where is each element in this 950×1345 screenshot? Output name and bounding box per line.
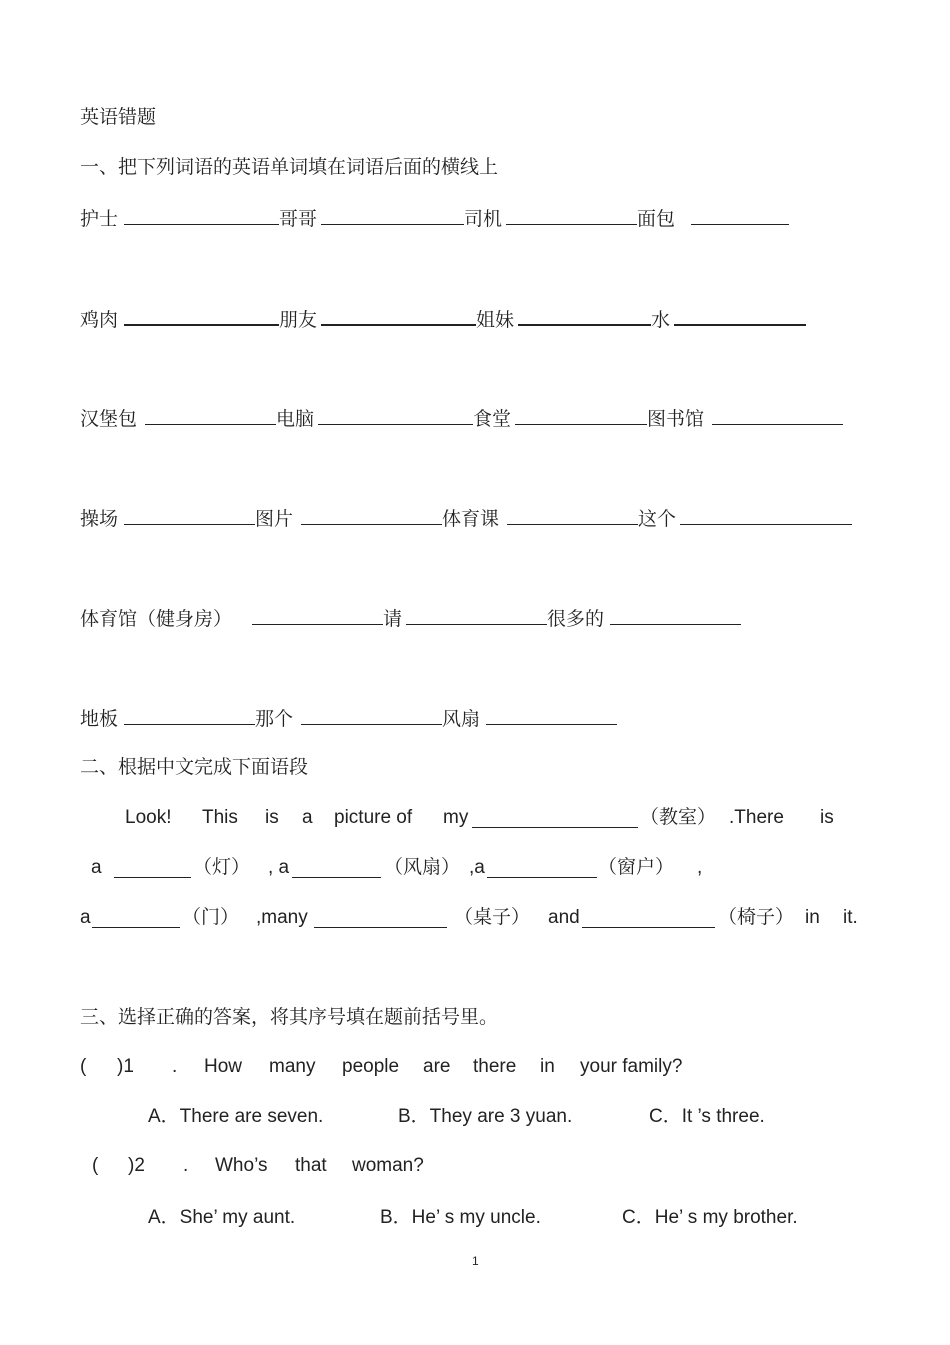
answer-blank[interactable]	[114, 857, 191, 878]
question-word: many	[269, 1056, 316, 1077]
answer-paren-open: (	[92, 1155, 99, 1176]
passage-word: ,	[697, 857, 703, 878]
vocab-word: 食堂	[473, 408, 512, 430]
answer-paren-open: (	[80, 1056, 87, 1077]
answer-blank[interactable]	[124, 504, 255, 525]
answer-blank[interactable]	[92, 907, 180, 928]
passage-hint: （椅子）	[718, 907, 795, 928]
answer-blank[interactable]	[472, 807, 638, 828]
answer-blank[interactable]	[507, 504, 638, 525]
vocab-word: 那个	[255, 708, 294, 730]
passage-word: , a	[268, 857, 290, 878]
passage-hint: （门）	[182, 907, 240, 928]
vocab-word: 图书馆	[647, 408, 705, 430]
vocab-row-4	[80, 504, 852, 532]
answer-blank[interactable]	[680, 504, 852, 525]
passage-word: picture of	[334, 807, 413, 828]
answer-blank[interactable]	[674, 304, 806, 326]
section1-heading: 一、把下列词语的英语单词填在词语后面的横线上	[80, 156, 499, 178]
vocab-word: 哥哥	[279, 208, 318, 230]
answer-blank[interactable]	[301, 704, 442, 725]
passage-hint: （教室）	[640, 807, 717, 828]
section3-heading: 三、选择正确的答案，将其序号填在题前括号里。	[80, 1006, 499, 1028]
vocab-word: 风扇	[442, 708, 481, 730]
vocab-word: 水	[651, 309, 671, 331]
passage-word: This	[202, 807, 238, 828]
passage-word: Look!	[125, 807, 172, 828]
question-word: that	[295, 1155, 327, 1176]
vocab-row-5	[80, 604, 741, 632]
question-word: in	[540, 1056, 555, 1077]
passage-word: ,many	[256, 907, 308, 928]
option-a[interactable]: A．She’ my aunt.	[148, 1207, 296, 1228]
passage-word: in	[805, 907, 820, 928]
passage-word: is	[820, 807, 834, 828]
vocab-word: 体育馆（健身房）	[80, 608, 233, 630]
vocab-word: 体育课	[442, 508, 500, 530]
answer-blank[interactable]	[318, 404, 473, 425]
question-number: )1	[117, 1056, 134, 1077]
vocab-word: 请	[383, 608, 403, 630]
passage-word: is	[265, 807, 279, 828]
section2-heading: 二、根据中文完成下面语段	[80, 756, 309, 778]
answer-blank[interactable]	[506, 204, 637, 225]
passage-hint: （桌子）	[454, 907, 531, 928]
answer-blank[interactable]	[406, 604, 547, 625]
answer-blank[interactable]	[321, 204, 464, 225]
answer-blank[interactable]	[610, 604, 741, 625]
vocab-word: 司机	[464, 208, 503, 230]
passage-word: my	[443, 807, 469, 828]
vocab-row-3	[80, 404, 843, 432]
question-word: woman?	[352, 1155, 424, 1176]
vocab-word: 图片	[255, 508, 294, 530]
answer-blank[interactable]	[314, 907, 447, 928]
page-title: 英语错题	[80, 106, 157, 128]
option-b[interactable]: B．They are 3 yuan.	[398, 1106, 573, 1127]
answer-blank[interactable]	[487, 857, 597, 878]
option-c[interactable]: C．He’ s my brother.	[622, 1207, 798, 1228]
vocab-word: 姐妹	[476, 309, 515, 331]
answer-blank[interactable]	[124, 304, 279, 326]
vocab-word: 朋友	[279, 309, 318, 331]
vocab-word: 鸡肉	[80, 309, 119, 331]
passage-word: it.	[843, 907, 858, 928]
answer-blank[interactable]	[486, 704, 617, 725]
vocab-word: 面包	[637, 208, 676, 230]
question-word: people	[342, 1056, 400, 1077]
page-number: 1	[472, 1254, 479, 1268]
answer-blank[interactable]	[124, 204, 279, 225]
passage-hint: （灯）	[193, 857, 251, 878]
vocab-word: 电脑	[276, 408, 315, 430]
question-word: Who’s	[215, 1155, 268, 1176]
question-dot: .	[183, 1155, 189, 1176]
answer-blank[interactable]	[321, 304, 476, 326]
answer-blank[interactable]	[582, 907, 715, 928]
question-dot: .	[172, 1056, 178, 1077]
vocab-word: 护士	[80, 208, 119, 230]
question-word: are	[423, 1056, 451, 1077]
vocab-word: 汉堡包	[80, 408, 138, 430]
vocab-word: 地板	[80, 708, 119, 730]
answer-blank[interactable]	[518, 304, 651, 326]
question-word: there	[473, 1056, 517, 1077]
option-b[interactable]: B．He’ s my uncle.	[380, 1207, 541, 1228]
option-a[interactable]: A．There are seven.	[148, 1106, 324, 1127]
question-number: )2	[128, 1155, 145, 1176]
passage-word: a	[80, 907, 91, 928]
vocab-word: 很多的	[547, 608, 605, 630]
passage-word: a	[91, 857, 102, 878]
vocab-row-6	[80, 704, 617, 732]
answer-blank[interactable]	[292, 857, 381, 878]
passage-hint: （风扇）	[384, 857, 461, 878]
passage-hint: （窗户）	[598, 857, 675, 878]
answer-blank[interactable]	[515, 404, 647, 425]
passage-word: .There	[729, 807, 784, 828]
answer-blank[interactable]	[301, 504, 442, 525]
vocab-word: 这个	[638, 508, 677, 530]
answer-blank[interactable]	[145, 404, 276, 425]
option-c[interactable]: C．It ’s three.	[649, 1106, 765, 1127]
vocab-word: 操场	[80, 508, 119, 530]
vocab-row-2	[80, 304, 806, 333]
answer-blank[interactable]	[124, 704, 255, 725]
question-word: How	[204, 1056, 243, 1077]
passage-word: a	[302, 807, 313, 828]
passage-word: and	[548, 907, 580, 928]
answer-blank[interactable]	[252, 604, 383, 625]
answer-blank[interactable]	[712, 404, 843, 425]
answer-blank[interactable]	[691, 204, 789, 225]
vocab-row-1	[80, 204, 789, 232]
question-word: your family?	[580, 1056, 683, 1077]
passage-word: ,a	[469, 857, 485, 878]
